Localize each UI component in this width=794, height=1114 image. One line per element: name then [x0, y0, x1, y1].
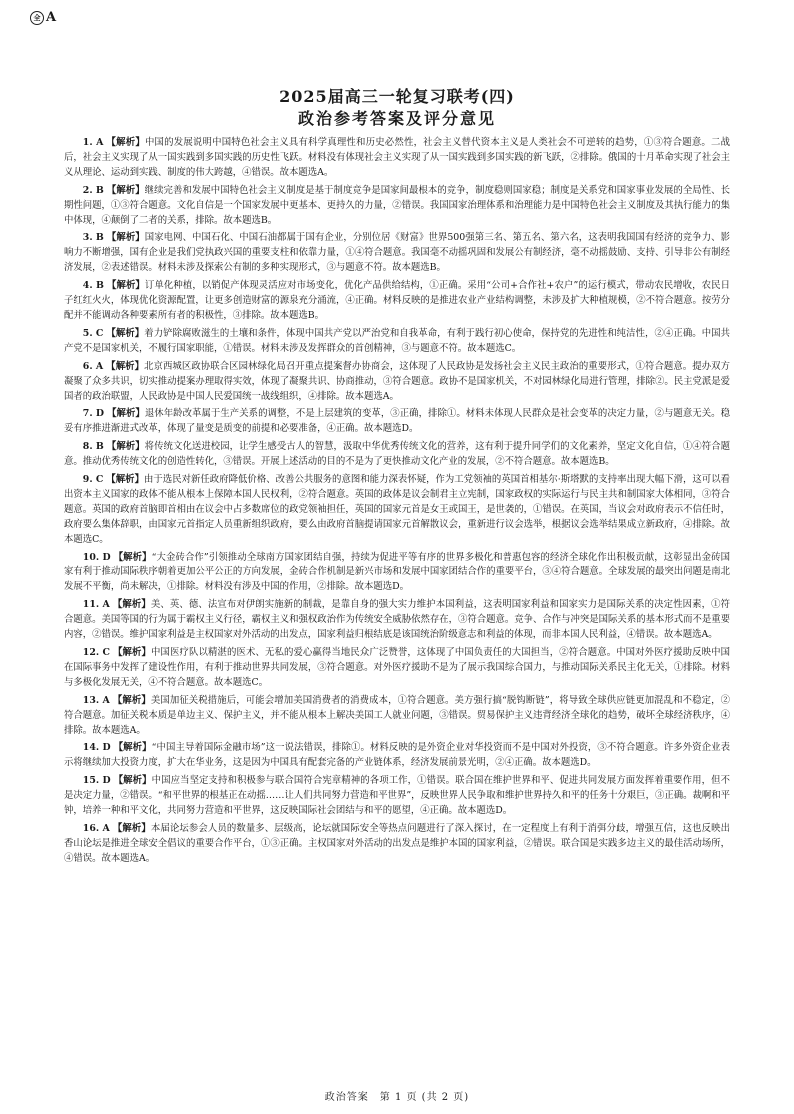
analysis-tag: 【解析】 [106, 441, 145, 453]
analysis-text: 着力铲除腐败滋生的土壤和条件，体现中国共产党以严治党和自我革命，有利于践行初心使命，保持党的先进性和纯洁性，②④正确。中国共产党不是国家机关，不履行国家职能，①错误。材料未涉及发挥群众的首创精神，③与题意不符。故本题选C。 [64, 327, 730, 354]
answer-number: 13. A [82, 694, 110, 706]
analysis-text: 美、英、德、法宣布对伊朗实施新的制裁，是靠自身的强大实力维护本国利益，这表明国家利益和国家实力是国际关系的决定性因素，①符合题意。美国等国的行为属于霸权主义行径，霸权主义和强权政治作为传统安全威胁依然存在，③符合题意。竞争、合作与冲突是国际关系的基本形式而不是重要内容，②错误。维护国家利益是主权国家对外活动的出发点，国家利益归根结底是该国统治阶级意志和利益的体现，而非本国人民利益，④错误。故本题选A。 [64, 599, 730, 641]
answer-item [64, 231, 730, 276]
answer-number: 7. D [82, 408, 105, 420]
answer-number: 2. B [82, 184, 104, 196]
analysis-text: 北京西城区政协联合区园林绿化局召开重点提案督办协商会，这体现了人民政协是发扬社会主义民主政治的重要形式，①符合题意。提办双方凝聚了众多共识，切实推动提案办理取得实效，体现了凝聚共识、协商推动，③符合题意。政协不是国家机关，不对园林绿化局进行管理，排除②。民主党派是爱国者的政治联盟，人民政协是中国人民爱国统一战线组织，④排除。故本题选A。 [64, 360, 730, 402]
answer-item [64, 473, 730, 548]
answer-number: 11. A [82, 599, 110, 611]
answer-item [64, 327, 730, 357]
page-title: 2025届高三一轮复习联考(四) [279, 87, 515, 106]
analysis-tag: 【解析】 [113, 647, 152, 658]
answer-item [64, 136, 730, 181]
analysis-text: 继续完善和发展中国特色社会主义制度是基于制度竞争是国家间最根本的竞争，制度稳则国家稳；制度是关系党和国家事业发展的全局性、长期性问题，①③符合题意。文化自信是一个国家发展中更基本、更持久的力量，②错误。我国国家治理体系和治理能力是中国特色社会主义制度及其执行能力的集中体现，④颠倒了二者的关系，排除。故本题选B。 [64, 184, 730, 226]
analysis-tag: 【解析】 [106, 232, 145, 244]
answer-item [64, 551, 730, 596]
analysis-text: 将传统文化送进校园，让学生感受古人的智慧，汲取中华优秀传统文化的营养，这有利于提升同学们的文化素养，坚定文化自信，①④符合题意。推动优秀传统文化的创造性转化，③错误。开展上述活动的目的不是为了更快推动文化产业的发展，②不符合题意。故本题选B。 [64, 441, 730, 468]
answer-number: 12. C [82, 647, 110, 658]
answer-item [64, 360, 730, 405]
analysis-tag: 【解析】 [106, 474, 144, 486]
seal-icon: 全 [30, 11, 44, 25]
answer-number: 14. D [82, 742, 111, 754]
version-letter: A [46, 10, 57, 25]
answer-item [64, 822, 730, 867]
analysis-text: 中国应当坚定支持和积极参与联合国符合宪章精神的各项工作，①错误。联合国在维护世界和平、促进共同发展方面发挥着重要作用，但不是决定力量，②错误。“和平世界的根基正在动摇……让人们共同努力营造和平世界”，反映世界人民争取和维护世界持久和平的任务十分艰巨，③正确。裁啊和平钟，培养一种和平文化，共同努力营造和平世界，这反映国际社会团结与和平的愿望，④正确。故本题选D。 [64, 775, 730, 817]
answer-number: 1. A [82, 137, 104, 148]
answer-item [64, 694, 730, 739]
analysis-tag: 【解析】 [106, 137, 145, 148]
answer-number: 10. D [82, 551, 111, 563]
analysis-text: 国家电网、中国石化、中国石油都属于国有企业，分别位居《财富》世界500强第三名、第五名、第六名，这表明我国国有经济的竞争力、影响力不断增强，国有企业是我们党执政兴国的重要支柱和依靠力量，①④符合题意。我国毫不动摇巩固和发展公有制经济，毫不动摇鼓励、支持、引导非公有制经济发展，②表述错误。材料未涉及探索公有制的多种实现形式，③与题意不符。故本题选B。 [64, 232, 730, 274]
answer-number: 6. A [82, 360, 104, 372]
analysis-tag: 【解析】 [106, 327, 145, 339]
answer-item [64, 440, 730, 470]
answer-number: 9. C [82, 474, 104, 486]
answer-number: 8. B [82, 441, 104, 453]
answer-number: 15. D [82, 775, 111, 787]
analysis-text: 本届论坛参会人员的数量多、层级高，论坛就国际安全等热点问题进行了深入探讨，在一定程度上有利于消弭分歧，增强互信，这也反映出香山论坛是推进全球安全倡议的重要合作平台，①③正确。主权国家对外活动的出发点是维护本国的国家利益，②错误。联合国是实践多边主义的最佳活动场所，④错误。故本题选A。 [64, 822, 730, 864]
analysis-text: 中国的发展说明中国特色社会主义具有科学真理性和历史必然性，社会主义替代资本主义是人类社会不可逆转的趋势，①③符合题意。二战后，社会主义实现了从一国实践到多国实践的历史性飞跃。材料没有体现社会主义实现了从一国实践到多国实践的新飞跃，②排除。俄国的十月革命实现了社会主义从理论、运动到实践、制度的伟大跨越，④错误。故本题选A。 [64, 137, 730, 178]
answer-item [64, 598, 730, 643]
analysis-text: 退休年龄改革属于生产关系的调整，不是上层建筑的变革，③正确，排除①。材料未体现人民群众是社会变革的决定力量，②与题意无关。稳妥有序推进渐进式改革，体现了量变是质变的前提和必要准备，④正确。故本题选D。 [64, 408, 730, 435]
analysis-tag: 【解析】 [106, 280, 145, 292]
answer-number: 5. C [82, 327, 104, 339]
analysis-text: “大金砖合作”引领推动全球南方国家团结自强，持续为促进平等有序的世界多极化和普惠包容的经济全球化作出积极贡献，这彰显出金砖国家有利于推动国际秩序朝着更加公平公正的方向发展，金砖合作机制是新兴市场和发展中国家团结合作的重要平台，③④符合题意。全球发展的最突出问题是南北发展不平衡，尚未解决，①排除。材料没有涉及中国的作用，②排除。故本题选D。 [64, 551, 730, 593]
analysis-tag: 【解析】 [112, 822, 151, 834]
analysis-tag: 【解析】 [113, 742, 152, 754]
analysis-tag: 【解析】 [106, 360, 145, 372]
answer-list [64, 136, 730, 870]
answer-item [64, 774, 730, 819]
answer-item [64, 184, 730, 229]
answer-item [64, 741, 730, 771]
answer-number: 16. A [82, 822, 110, 834]
analysis-tag: 【解析】 [113, 775, 152, 787]
analysis-tag: 【解析】 [112, 694, 151, 706]
answer-item [64, 646, 730, 691]
analysis-tag: 【解析】 [107, 408, 145, 420]
analysis-text: 中国医疗队以精湛的医术、无私的爱心赢得当地民众广泛赞誉，这体现了中国负责任的大国担当，②符合题意。中国对外医疗援助反映中国在国际事务中发挥了建设性作用，有利于推动世界共同发展，③符合题意。对外医疗援助不是为了展示我国综合国力，与推动国际关系民主化无关，①排除。材料与多极化发展无关，④不符合题意。故本题选C。 [64, 647, 730, 688]
analysis-tag: 【解析】 [112, 599, 151, 611]
page-footer: 政治答案 第 1 页 (共 2 页) [324, 1092, 470, 1103]
corner-mark [30, 10, 56, 25]
analysis-text: 订单化种植，以销促产体现灵活应对市场变化，优化产品供给结构，①正确。采用“公司+合作社+农户”的运行模式，带动农民增收，农民日子红红火火，体现优化资源配置，让更多创造财富的源泉充分涌流，④正确。材料反映的是推进农业产业结构调整，未涉及扩大种植规模，②不符合题意。按劳分配并不能调动各种要素所有者的积极性，③排除。故本题选B。 [64, 280, 730, 321]
page-subtitle: 政治参考答案及评分意见 [297, 109, 496, 128]
analysis-tag: 【解析】 [106, 184, 145, 196]
answer-item [64, 407, 730, 437]
answer-item [64, 279, 730, 324]
analysis-text: 由于选民对新任政府降低价格、改善公共服务的意图和能力深表怀疑，作为工党领袖的英国首相基尔·斯塔默的支持率出现大幅下滑，这可以看出资本主义国家的政体不能从根本上保障本国人民权利，②符合题意。英国的政体是议会制君主立宪制，国家政权的实际运行与民主共和制国家大体相同，③符合题意。英国的政府首脑即首相由在议会中占多数席位的政党领袖担任，英国的国家元首是女王或国王，是世袭的，①错误。在英国，当议会对政府表示不信任时，政府要么集体辞职，由国家元首指定人员重新组织政府，要么由政府首脑提请国家元首解散议会，重新进行议会选举，根据议会选举结果成立新政府，④排除。故本题选C。 [64, 474, 730, 545]
analysis-text: 美国加征关税措施后，可能会增加美国消费者的消费成本，①符合题意。美方强行搞“脱钩断链”，将导致全球供应链更加混乱和不稳定，②符合题意。加征关税本质是单边主义、保护主义，并不能从根本上解决美国工人就业问题，③错误。贸易保护主义违背经济全球化的趋势，破坏全球经济秩序，④排除。故本题选A。 [64, 694, 730, 736]
answer-number: 4. B [82, 280, 104, 292]
answer-number: 3. B [82, 232, 104, 244]
analysis-text: “中国主导着国际金融市场”这一说法错误，排除①。材料反映的是外资企业对华投资而不是中国对外投资，③不符合题意。许多外资企业表示将继续加大投资力度，扩大在华业务，这是因为中国具有配套完备的产业链体系，经济发展前景光明，②④正确。故本题选D。 [64, 742, 730, 769]
analysis-tag: 【解析】 [113, 551, 152, 563]
